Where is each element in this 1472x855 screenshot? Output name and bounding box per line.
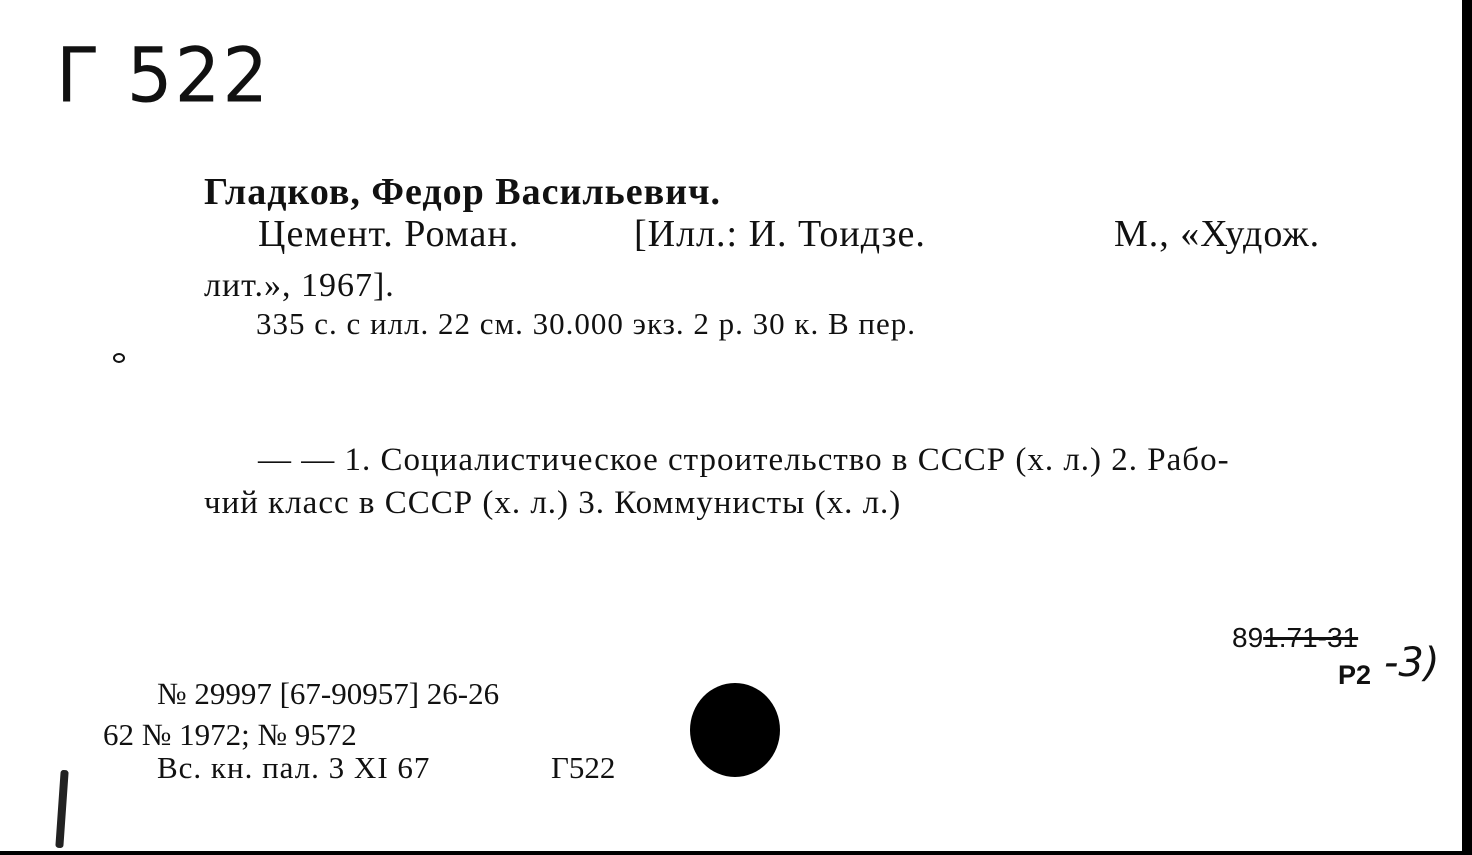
classification-old — [1232, 622, 1358, 654]
punch-hole — [690, 683, 780, 777]
publisher-statement: М., «Худож. — [1114, 213, 1321, 255]
copy-numbers: 62 № 1972; № 9572 — [103, 717, 357, 752]
call-number: Г 522 — [56, 30, 271, 120]
author-heading: Гладков, Федор Васильевич. — [204, 171, 721, 213]
classification-old-struck: 1.71-31 — [1263, 622, 1359, 653]
illustrator-statement: [Илл.: И. Тоидзе. — [634, 213, 926, 255]
ink-speck — [113, 353, 125, 363]
classification-new: Р2 — [1338, 660, 1372, 690]
card-code: Г522 — [551, 750, 616, 785]
classification-old-prefix: 89 — [1232, 622, 1264, 653]
accession-number: № 29997 [67-90957] 26-26 — [157, 676, 500, 711]
subject-headings-line-2: чий класс в СССР (х. л.) 3. Коммунисты (х. л.) — [204, 485, 902, 521]
handwritten-class-suffix: -3) — [1384, 640, 1440, 686]
subject-headings-line-1: — — 1. Социалистическое строительство в СССР (х. л.) 2. Рабо- — [258, 442, 1230, 478]
pencil-mark — [55, 770, 68, 848]
book-chamber-record: Вс. кн. пал. 3 XI 67 — [157, 750, 431, 785]
publisher-year: лит.», 1967]. — [204, 267, 395, 304]
title-statement: Цемент. Роман. — [258, 213, 520, 255]
physical-description: 335 с. с илл. 22 см. 30.000 экз. 2 р. 30 к. В пер. — [256, 306, 916, 341]
